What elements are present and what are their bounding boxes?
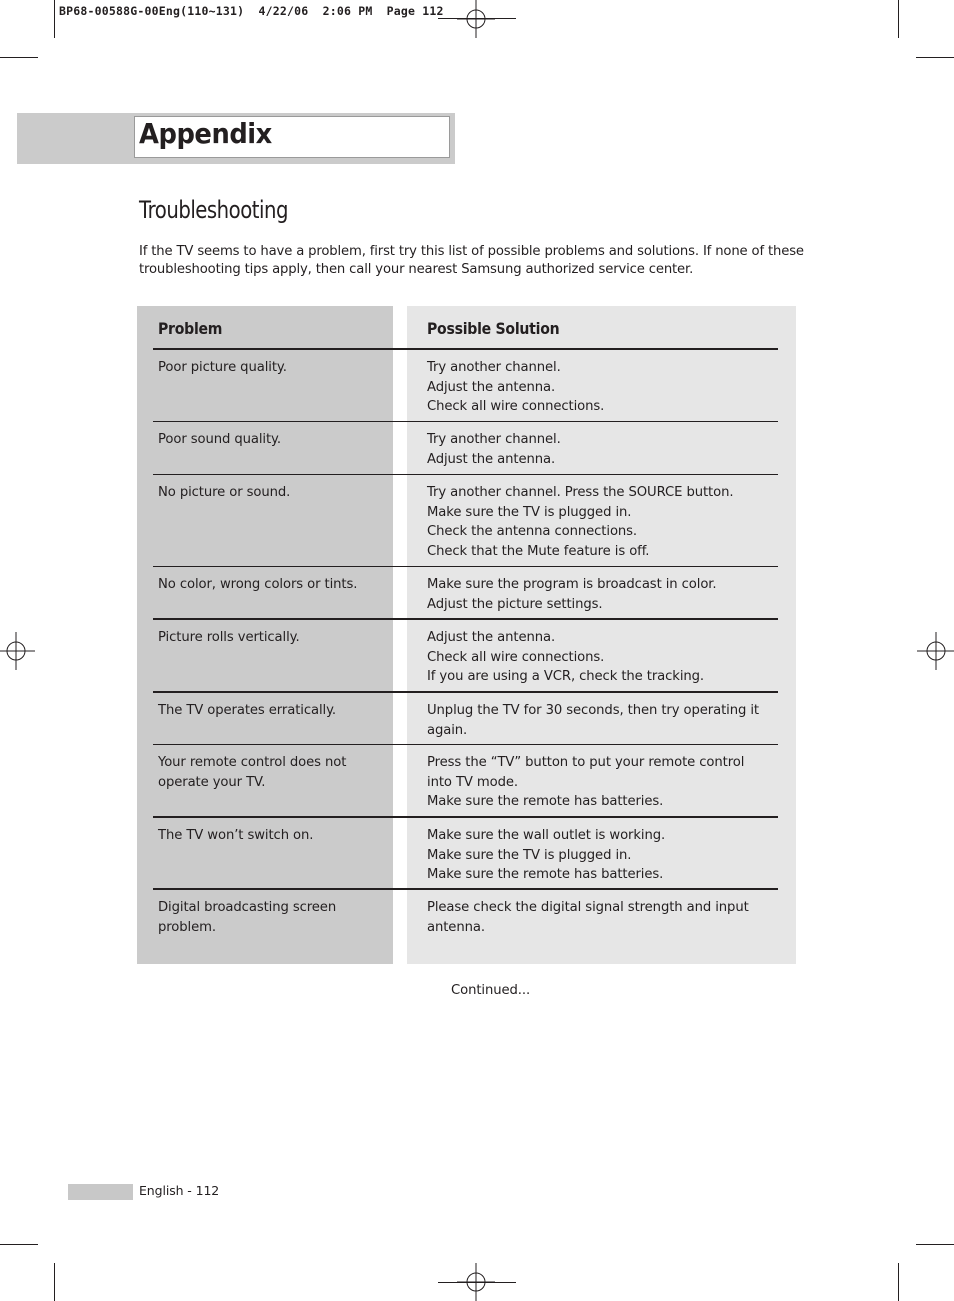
crop-mark-bottom-left-vertical [54, 1263, 55, 1301]
solution-line: If you are using a VCR, check the tracking. [427, 669, 705, 685]
table-row [153, 350, 778, 422]
table-row [153, 745, 778, 818]
solution-line: Make sure the program is broadcast in color. [427, 577, 717, 592]
crop-mark-top-left-vertical [54, 0, 55, 38]
problem-cell: Digital broadcasting screen problem. [158, 900, 337, 935]
problem-cell: Poor sound quality. [158, 432, 281, 447]
problem-cell: No color, wrong colors or tints. [158, 577, 358, 592]
table-row [153, 620, 778, 693]
solution-line: Adjust the antenna. [427, 451, 556, 467]
solution-line: Try another channel. [427, 360, 561, 375]
solution-line: Please check the digital signal strength and input antenna. [427, 900, 749, 935]
problem-cell: The TV won’t switch on. [158, 828, 314, 843]
solution-line: Adjust the antenna. [427, 630, 556, 645]
crop-mark-bottom-right-vertical [898, 1263, 899, 1301]
solution-line: Make sure the remote has batteries. [427, 794, 664, 810]
solution-cell [427, 483, 777, 561]
solution-cell [427, 430, 777, 469]
printer-slug-line: BP68-00588G-00Eng(110~131) 4/22/06 2:06 PM Page 112 [59, 4, 444, 18]
table-row [153, 422, 778, 475]
crop-mark-top-right-vertical [898, 0, 899, 38]
crop-mark-bottom-left-horizontal [0, 1244, 38, 1245]
header-problem: Problem [158, 319, 223, 338]
solution-line: Check the antenna connections. [427, 524, 638, 540]
continued-note: Continued... [451, 983, 531, 998]
solution-line: Check all wire connections. [427, 399, 605, 415]
solution-line: Press the “TV” button to put your remote control into TV mode. [427, 755, 745, 790]
table-row [153, 475, 778, 567]
solution-line: Try another channel. Press the SOURCE button. [427, 485, 734, 500]
registration-mark-top-icon [457, 0, 495, 38]
solution-line: Make sure the remote has batteries. [427, 867, 664, 883]
problem-cell: Picture rolls vertically. [158, 630, 300, 645]
table-row [153, 818, 778, 890]
troubleshooting-table [153, 306, 778, 966]
solution-cell [427, 701, 777, 740]
solution-line: Check that the Mute feature is off. [427, 543, 650, 559]
crop-mark-bottom-right-horizontal [916, 1244, 954, 1245]
page-title: Troubleshooting [139, 196, 288, 224]
solution-line: Try another channel. [427, 432, 561, 447]
header-solution: Possible Solution [427, 319, 560, 338]
crop-mark-top-left-horizontal [0, 57, 38, 58]
solution-cell [427, 628, 777, 687]
problem-cell: Poor picture quality. [158, 360, 287, 375]
intro-paragraph: If the TV seems to have a problem, first try this list of possible problems and solutions. If none of these troubleshooting tips apply, then call your nearest Samsung authorized service center. [139, 244, 804, 277]
table-row [153, 890, 778, 966]
registration-mark-right-icon [917, 632, 954, 670]
solution-cell [427, 898, 767, 937]
footer-page-label: English - 112 [139, 1183, 220, 1198]
solution-cell [427, 575, 777, 614]
crop-mark-top-right-horizontal [916, 57, 954, 58]
section-title: Appendix [139, 117, 272, 150]
solution-line: Make sure the TV is plugged in. [427, 847, 632, 863]
problem-cell: The TV operates erratically. [158, 703, 337, 718]
table-row [153, 693, 778, 745]
solution-cell [427, 753, 757, 812]
table-header [153, 306, 778, 350]
solution-cell [427, 358, 777, 417]
solution-line: Adjust the picture settings. [427, 596, 603, 612]
problem-cell: No picture or sound. [158, 485, 291, 500]
solution-line: Unplug the TV for 30 seconds, then try operating it again. [427, 703, 759, 738]
solution-line: Make sure the wall outlet is working. [427, 828, 666, 843]
solution-line: Check all wire connections. [427, 649, 605, 665]
solution-cell [427, 826, 777, 885]
table-row [153, 567, 778, 620]
footer-bar [68, 1184, 133, 1200]
registration-mark-left-icon [0, 632, 35, 670]
solution-line: Make sure the TV is plugged in. [427, 504, 632, 520]
problem-cell: Your remote control does not operate your TV. [158, 755, 347, 790]
registration-mark-bottom-icon [457, 1263, 495, 1301]
solution-line: Adjust the antenna. [427, 379, 556, 395]
